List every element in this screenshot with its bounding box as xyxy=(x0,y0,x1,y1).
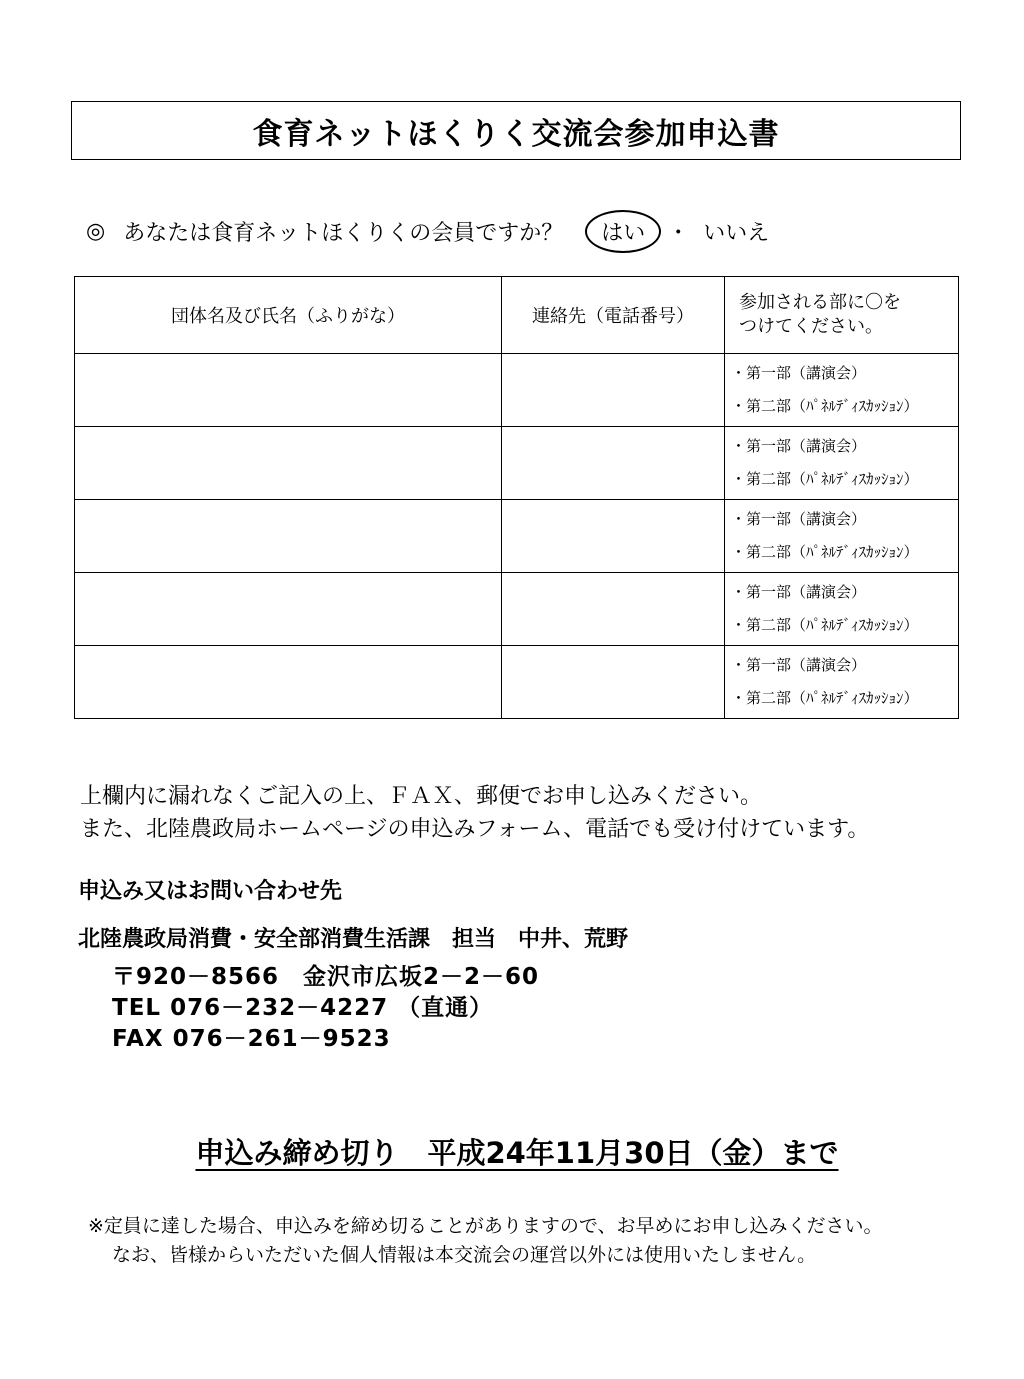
contact-section xyxy=(78,872,628,1055)
parts-cell xyxy=(725,646,959,719)
contact-fax: FAX 076－261－9523 xyxy=(112,1026,391,1052)
part2-option[interactable]: ・第二部（ﾊﾟﾈﾙﾃﾞｨｽｶｯｼｮﾝ） xyxy=(731,689,919,707)
part1-option[interactable]: ・第一部（講演会） xyxy=(731,510,867,528)
header-part-line1: 参加される部に〇を xyxy=(739,292,901,313)
deadline: 申込み締め切り 平成24年11月30日（金）まで xyxy=(195,1136,839,1170)
part1-option[interactable]: ・第一部（講演会） xyxy=(731,656,867,674)
instruction-line2: また、北陸農政局ホームページの申込みフォーム、電話でも受け付けています。 xyxy=(80,817,870,842)
parts-cell xyxy=(725,500,959,573)
part2-option[interactable]: ・第二部（ﾊﾟﾈﾙﾃﾞｨｽｶｯｼｮﾝ） xyxy=(731,616,919,634)
table-header-row xyxy=(75,277,959,354)
header-part-line2: つけてください。 xyxy=(739,316,883,337)
table-row xyxy=(75,354,959,427)
phone-cell[interactable] xyxy=(502,427,725,500)
contact-office: 北陸農政局消費・安全部消費生活課 担当 中井、荒野 xyxy=(78,927,629,952)
membership-question-text: あなたは食育ネットほくりくの会員ですか？ xyxy=(123,220,564,246)
parts-cell xyxy=(725,354,959,427)
title-box xyxy=(71,101,961,160)
membership-question xyxy=(86,211,769,251)
name-cell[interactable] xyxy=(75,573,502,646)
part1-option[interactable]: ・第一部（講演会） xyxy=(731,437,867,455)
phone-cell[interactable] xyxy=(502,500,725,573)
table-row xyxy=(75,427,959,500)
answer-no[interactable]: いいえ xyxy=(703,220,770,246)
page-title: 食育ネットほくりく交流会参加申込書 xyxy=(252,116,780,152)
part2-option[interactable]: ・第二部（ﾊﾟﾈﾙﾃﾞｨｽｶｯｼｮﾝ） xyxy=(731,397,919,415)
part2-option[interactable]: ・第二部（ﾊﾟﾈﾙﾃﾞｨｽｶｯｼｮﾝ） xyxy=(731,470,919,488)
name-cell[interactable] xyxy=(75,500,502,573)
header-part xyxy=(725,277,959,354)
name-cell[interactable] xyxy=(75,646,502,719)
parts-cell xyxy=(725,573,959,646)
part1-option[interactable]: ・第一部（講演会） xyxy=(731,364,867,382)
table-row xyxy=(75,646,959,719)
answer-separator: ・ xyxy=(667,220,690,246)
table-row xyxy=(75,573,959,646)
instructions xyxy=(62,780,942,846)
part1-option[interactable]: ・第一部（講演会） xyxy=(731,583,867,601)
table-row xyxy=(75,500,959,573)
phone-cell[interactable] xyxy=(502,646,725,719)
header-name: 団体名及び氏名（ふりがな） xyxy=(75,277,502,354)
footnote-line2: なお、皆様からいただいた個人情報は本交流会の運営以外には使用いたしません。 xyxy=(112,1244,817,1266)
phone-cell[interactable] xyxy=(502,354,725,427)
name-cell[interactable] xyxy=(75,354,502,427)
header-contact: 連絡先（電話番号） xyxy=(502,277,725,354)
contact-address: 〒920－8566 金沢市広坂2－2－60 xyxy=(112,964,540,990)
parts-cell xyxy=(725,427,959,500)
answer-yes-circled[interactable]: はい xyxy=(585,210,661,253)
instruction-line1: 上欄内に漏れなくご記入の上、ＦＡＸ、郵便でお申し込みください。 xyxy=(80,784,763,809)
application-table xyxy=(74,276,959,719)
name-cell[interactable] xyxy=(75,427,502,500)
contact-tel: TEL 076－232－4227 （直通） xyxy=(112,995,494,1021)
contact-label: 申込み又はお問い合わせ先 xyxy=(78,879,343,904)
footnote xyxy=(88,1212,883,1270)
phone-cell[interactable] xyxy=(502,573,725,646)
footnote-line1: ※定員に達した場合、申込みを締め切ることがありますので、お早めにお申し込みください。 xyxy=(88,1215,883,1237)
part2-option[interactable]: ・第二部（ﾊﾟﾈﾙﾃﾞｨｽｶｯｼｮﾝ） xyxy=(731,543,919,561)
double-circle-mark: ◎ xyxy=(86,218,106,244)
